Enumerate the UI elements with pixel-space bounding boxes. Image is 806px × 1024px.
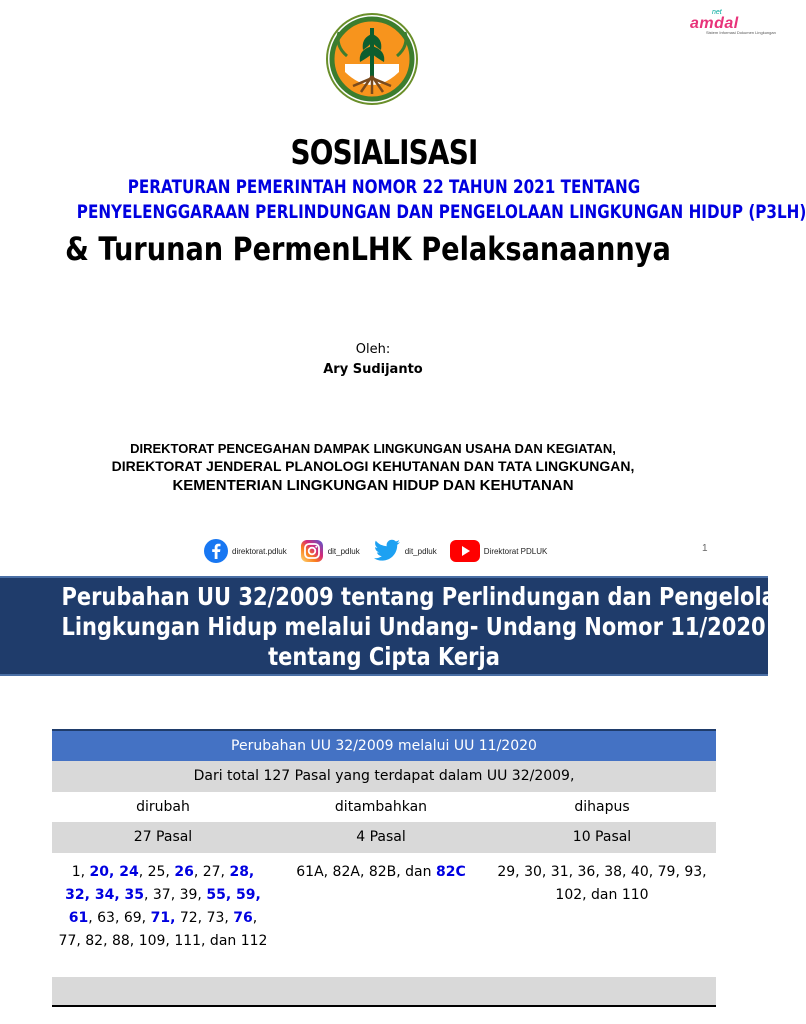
dirubah-segment: 26 <box>174 864 194 880</box>
social-facebook-handle: direktorat.pdluk <box>232 546 287 556</box>
regulation-line-1: PERATURAN PEMERINTAH NOMOR 22 TAHUN 2021 TENTANG <box>127 176 641 198</box>
regulation-line-2: PENYELENGGARAAN PERLINDUNGAN DAN PENGELOLAAN LINGKUNGAN HIDUP (P3LH) <box>76 201 806 223</box>
dirubah-segment: 28, <box>229 864 255 880</box>
items-dihapus: 29, 30, 31, 36, 38, 40, 79, 93, 102, dan 110 <box>497 864 707 903</box>
dirubah-segment: 32, 34, 35 <box>65 887 144 903</box>
by-label: Oleh: <box>355 342 391 357</box>
table-header: Perubahan UU 32/2009 melalui UU 11/2020 <box>52 729 716 761</box>
facebook-icon <box>204 539 228 563</box>
social-twitter-handle: dit_pdluk <box>404 546 437 556</box>
ditambahkan-segment: 82C <box>435 864 466 880</box>
slide-banner <box>0 576 805 676</box>
amdal-net-logo <box>686 9 776 35</box>
count-ditambahkan: 4 Pasal <box>356 829 406 845</box>
social-links <box>204 538 560 564</box>
items-dirubah <box>52 853 274 977</box>
social-instagram-handle: dit_pdluk <box>327 546 360 556</box>
twitter-icon <box>373 539 401 563</box>
logo-tagline: Sistem Informasi Dokumen Lingkungan <box>706 30 776 35</box>
count-dihapus: 10 Pasal <box>572 829 632 845</box>
table-counts-row <box>52 822 716 853</box>
table-empty-row <box>52 977 716 1007</box>
banner-line-1: Perubahan UU 32/2009 tentang Perlindungan dan Pengelolaan <box>61 582 805 611</box>
slide-title: SOSIALISASI <box>290 133 478 173</box>
social-youtube[interactable] <box>450 540 548 562</box>
dirubah-segment: 20, 24 <box>89 864 139 880</box>
klhk-emblem-logo <box>325 12 419 106</box>
table-items-row <box>52 853 716 977</box>
count-dirubah: 27 Pasal <box>133 829 193 845</box>
table-column-headers <box>52 792 716 822</box>
slide-subtitle: & Turunan PermenLHK Pelaksanaannya <box>65 230 671 268</box>
dirubah-segment: 72, 73, <box>175 910 234 926</box>
social-twitter[interactable] <box>373 539 437 563</box>
dirubah-segment: , 27, <box>193 864 230 880</box>
banner-line-3: tentang Cipta Kerja <box>268 642 500 671</box>
dirubah-segment: 77, 82, 88, 109, 111, dan 112 <box>58 933 268 949</box>
banner-line-2: Lingkungan Hidup melalui Undang- Undang Nomor 11/2020 <box>61 612 766 641</box>
org-line-1: DIREKTORAT PENCEGAHAN DAMPAK LINGKUNGAN USAHA DAN KEGIATAN, <box>130 441 616 456</box>
dirubah-segment: 61 <box>68 910 89 926</box>
dirubah-segment: 55, 59, <box>206 887 261 903</box>
social-facebook[interactable] <box>204 539 287 563</box>
column-dirubah: dirubah <box>136 799 190 815</box>
dirubah-segment: 76 <box>233 910 253 926</box>
table-subheader: Dari total 127 Pasal yang terdapat dalam UU 32/2009, <box>52 761 716 792</box>
org-line-3: KEMENTERIAN LINGKUNGAN HIDUP DAN KEHUTANAN <box>172 477 574 494</box>
social-youtube-handle: Direktorat PDLUK <box>483 546 548 556</box>
logo-amdal-text: amdal <box>690 15 739 32</box>
logo-net-text: net <box>712 9 722 16</box>
dirubah-segment: 1, <box>71 864 90 880</box>
org-line-2: DIREKTORAT JENDERAL PLANOLOGI KEHUTANAN DAN TATA LINGKUNGAN, <box>111 458 635 474</box>
column-ditambahkan: ditambahkan <box>334 799 428 815</box>
social-instagram[interactable] <box>300 539 360 563</box>
ditambahkan-segment: 61A, 82A, 82B, dan <box>296 864 436 880</box>
instagram-icon <box>300 539 324 563</box>
dirubah-segment: , 63, 69, <box>88 910 151 926</box>
youtube-icon <box>450 540 480 562</box>
dirubah-segment: , 25, <box>138 864 175 880</box>
dirubah-segment: 71, <box>150 910 176 926</box>
items-ditambahkan <box>274 853 488 977</box>
column-dihapus: dihapus <box>574 799 630 815</box>
dirubah-segment: , 37, 39, <box>144 887 207 903</box>
page-number: 1 <box>702 543 708 554</box>
author-name: Ary Sudijanto <box>323 362 423 377</box>
content-slide <box>0 576 805 1024</box>
dirubah-segment: , <box>252 910 258 926</box>
